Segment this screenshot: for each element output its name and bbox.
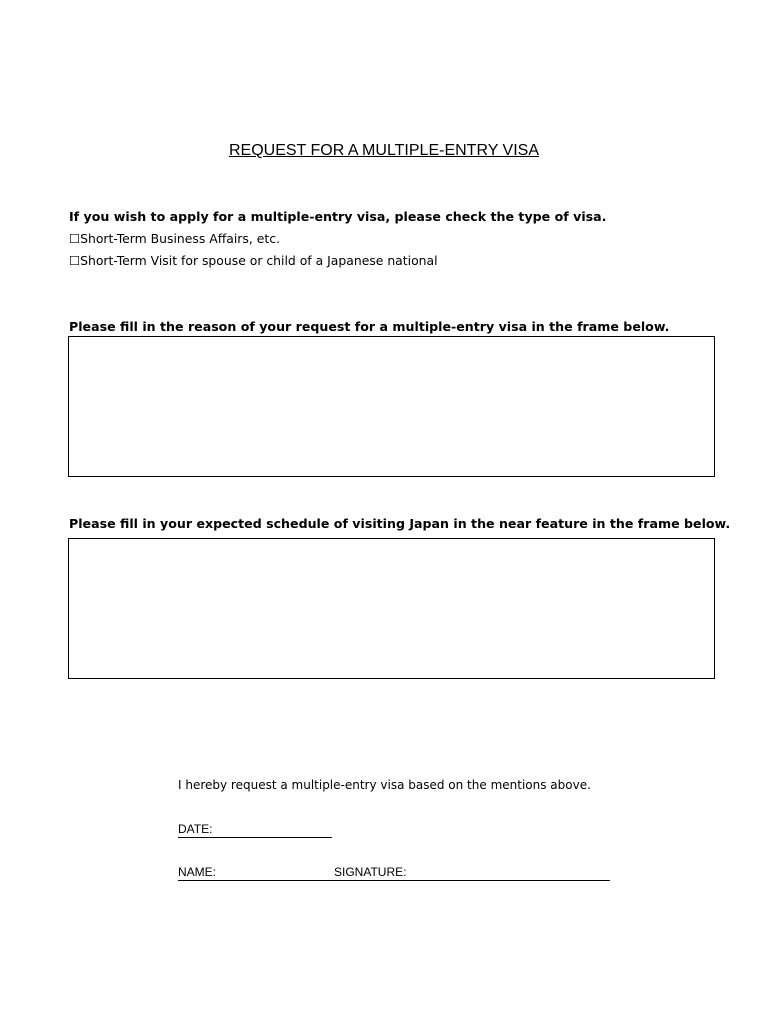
signature-field[interactable] xyxy=(334,865,406,880)
form-title: REQUEST FOR A MULTIPLE-ENTRY VISA xyxy=(228,142,539,159)
schedule-instruction: Please fill in your expected schedule of visiting Japan in the near feature in the frame below. xyxy=(69,516,731,531)
option-short-term-business[interactable]: ☐Short-Term Business Affairs, etc. xyxy=(69,231,280,246)
reason-frame[interactable] xyxy=(68,336,715,477)
date-field[interactable] xyxy=(178,822,332,838)
schedule-frame[interactable] xyxy=(68,538,715,679)
signature-label: SIGNATURE: xyxy=(334,865,407,879)
visa-type-instruction: If you wish to apply for a multiple-entry visa, please check the type of visa. xyxy=(69,209,607,224)
date-label: DATE: xyxy=(178,822,213,836)
declaration-text: I hereby request a multiple-entry visa based on the mentions above. xyxy=(178,778,591,792)
name-label: NAME: xyxy=(178,865,217,879)
reason-instruction: Please fill in the reason of your request for a multiple-entry visa in the frame below. xyxy=(69,319,670,334)
option-short-term-visit-spouse-child[interactable]: ☐Short-Term Visit for spouse or child of a Japanese national xyxy=(69,253,438,268)
